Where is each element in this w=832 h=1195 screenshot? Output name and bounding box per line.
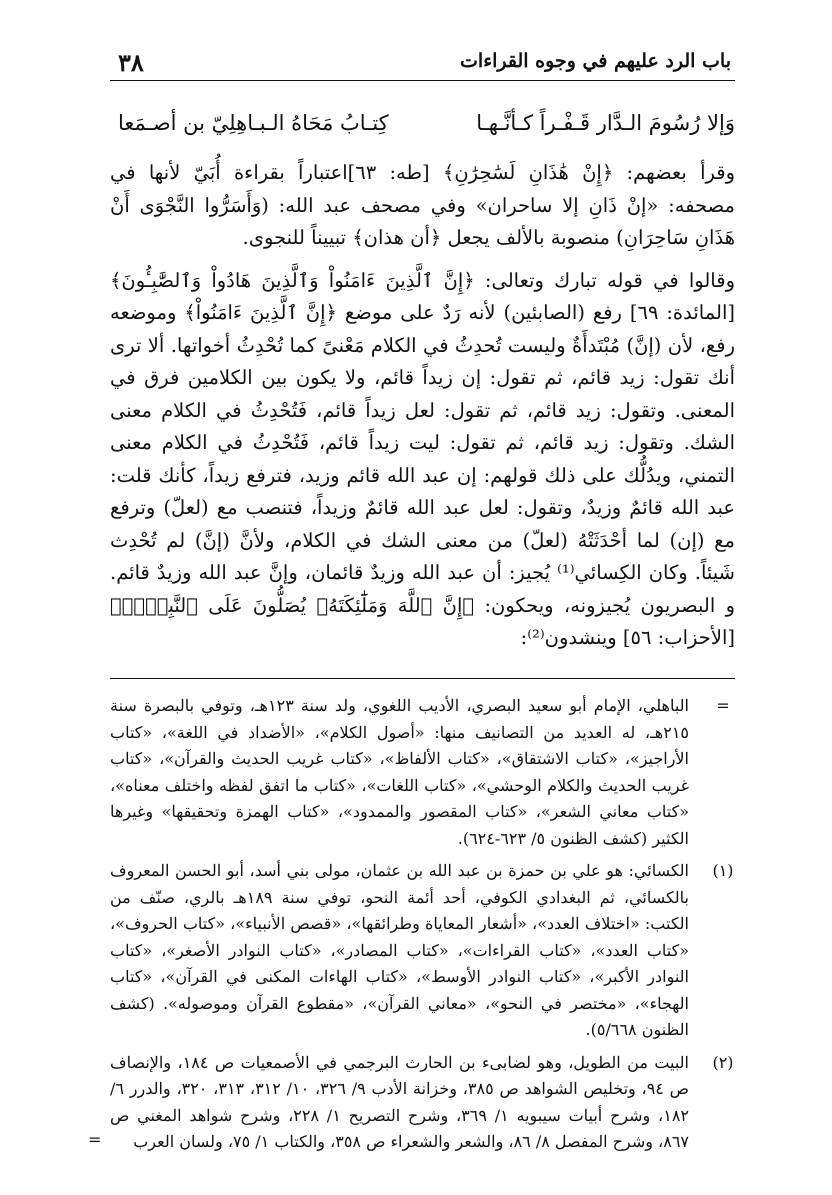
footnote-mark: (٢): [712, 1052, 734, 1072]
running-title: باب الرد عليهم في وجوه القراءات: [460, 50, 731, 72]
book-page: [88, 40, 735, 1160]
footnote-continued: [110, 693, 735, 852]
page-number: ٣٨: [118, 48, 144, 77]
footnotes-section: [88, 678, 735, 1162]
verse-second-hemistich: كِتـابُ مَحَاهُ الـبـاهِلِيّ بن أصـمَعا: [118, 111, 389, 135]
verse-first-hemistich: وَإلا رُسُومَ الـدَّار قَـفْـراً كـأنَّـهـا: [476, 111, 735, 135]
footnote-text: البيت من الطويل، وهو لضابىء بن الحارث البرجمي في الأصمعيات ص ١٨٤، والإنصاف ص ٩٤، وتخليص الشواهد ص ٣٨٥، وخزانة الأدب ٩/ ٣٢٦، ١٠/ ٣١٢، ٣١٣، ٣٢٠، والدرر ٦/ ١٨٢، وشرح أبيات سيبويه ١/ ٣٦٩، وشرح التصريح ١/ ٢٢٨، وشرح شواهد المغني ص ٨٦٧، وشرح المفصل ٨/ ٨٦، والشعر والشعراء ص ٣٥٨، والكتاب ١/ ٧٥، ولسان العرب: [110, 1052, 690, 1151]
footnote-mark: =: [716, 696, 730, 715]
body-paragraph-1: وقرأ بعضهم: ﴿إِنْ هَٰذَانِ لَسَٰحِرَٰنِ﴾ [طه: ٦٣]اعتباراً بقراءة أُبَيّ لأنها في مصحفه: «إنْ ذَانِ إلا ساحران» وفي مصحف عبد الله: (وَأَسَرُّوا النَّجْوَى أَنْ هَذَانِ سَاحِرَانِ) منصوبة بالألف يجعل ﴿أن هذان﴾ تبييناً للنجوى.: [110, 161, 735, 249]
footnote-2: [88, 1050, 735, 1156]
footnote-1: [110, 858, 735, 1044]
page-header: [110, 40, 735, 81]
body-paragraph-2: وقالوا في قوله تبارك وتعالى: ﴿إِنَّ ٱلَّذِينَ ءَامَنُواْ وَٱلَّذِينَ هَادُواْ وَٱلصَّٰبِـُٔونَ﴾ [المائدة: ٦٩] رفع (الصابئين) لأنه رَدٌ على موضع ﴿إِنَّ ٱلَّذِينَ ءَامَنُواْ﴾ وموضعه رفع، لأن (إنَّ) مُبْتَدأَةٌ وليست تُحدِثُ في الكلام مَعْنىً كما تُحْدِثُ أخواتها. ألا ترى أنك تقول: زيد قائم، ثم تقول: إن زيداً قائم، ولا يكون بين الكلامين فرق في المعنى. وتقول: زيد قائم، ثم تقول: لعل زيداً قائم، فَتُحْدِثُ في الكلام معنى الشك. وتقول: زيد قائم، ثم تقول: ليت زيداً قائم، فَتُحْدِثُ في الكلام معنى التمني، ويدُلُّك على ذلك قولهم: إن عبد الله قائم وزيد، فترفع زيداً، كأنك قلت: عبد الله قائمٌ وزيدٌ، وتقول: لعل عبد الله قائمٌ وزيداً، فتنصب مع (لعلّ) وترفع مع (إن) لما أحْدَثَتْهُ (لعلّ) من معنى الشك في الكلام، ولأنَّ (إنَّ) لم تُحْدِث شَيئاً. وكان الكِسائي⁽¹⁾ يُجيز: أن عبد الله وزيدٌ قائمان، وإنَّ عبد الله وزيدٌ قائم. و البصريون يُجيزونه، ويحكون: ﴿إِنَّ ٱللَّهَ وَمَلَٰٓئِكَتَهُۥ يُصَلُّونَ عَلَى ٱلنَّبِيِّۚ﴾ [الأحزاب: ٥٦] وينشدون⁽²⁾:: [110, 268, 735, 649]
footnote-mark: (١): [712, 861, 734, 880]
poetry-verse: [110, 109, 735, 157]
footnote-text: الباهلي، الإمام أبو سعيد البصري، الأديب اللغوي، ولد سنة ١٢٣هـ، وتوفي بالبصرة سنة ٢١٥هـ، له العديد من التصانيف منها: «أصول الكلام»، «الأضداد في اللغة»، «كتاب الأراجيز»، «كتاب الاشتقاق»، «كتاب الألفاظ»، «كتاب غريب الحديث والقرآن»، «كتاب غريب الحديث والكلام الوحشي»، «كتاب اللغات»، «كتاب ما اتفق لفظه واختلف معناه»، «كتاب معاني الشعر»، «كتاب المقصور والممدود»، «كتاب الهمزة وتحقيقها» وغيرها الكثير (كشف الظنون ٥/ ٦٢٣-٦٢٤).: [110, 696, 690, 848]
footnote-text: الكسائي: هو علي بن حمزة بن عبد الله بن عثمان، مولى بني أسد، أبو الحسن المعروف بالكسائي، ثم البغدادي الكوفي، أحد أئمة النحو، توفي سنة ١٨٩هـ بالري، صنّف من الكتب: «اختلاف العدد»، «أشعار المعاياة وطرائقها»، «قصص الأنبياء»، «كتاب الحروف»، «كتاب العدد»، «كتاب القراءات»، «كتاب المصادر»، «كتاب النوادر الأصغر»، «كتاب النوادر الأكبر»، «كتاب النوادر الأوسط»، «كتاب الهاءات المكنى في القرآن»، «كتاب الهجاء»، «مختصر في النحو»، «معاني القرآن»، «مقطوع القرآن وموصوله». (كشف الظنون ٥/٦٦٨).: [110, 861, 690, 1039]
continuation-mark: =: [88, 1130, 102, 1149]
main-text: [110, 157, 735, 655]
